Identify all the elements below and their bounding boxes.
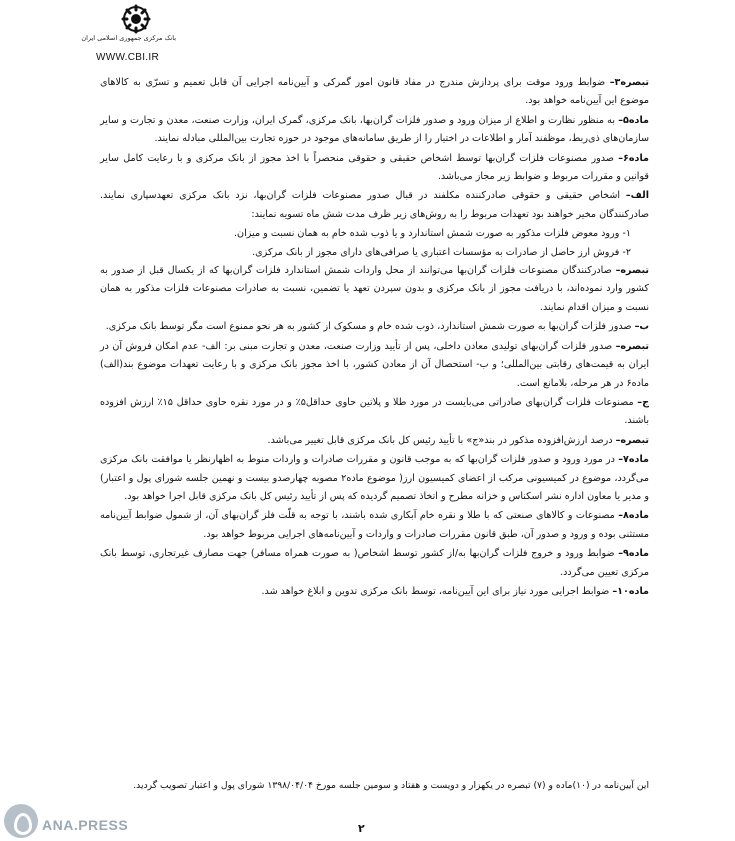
paragraph-text: صادرکنندگان مصنوعات فلزات گران‌بها می‌توانند از محل واردات شمش استاندارد فلزات گران‌بها که از یکسال قبل از صدور به کشور وارد نموده‌اند، با دریافت مجوز از بانک مرکزی و بدون سپردن تعهد یا تضمین، نسبت به صادرات مصنوعات فلزات مذکور به همان نسبت و میزان اقدام نمایند.	[100, 265, 649, 313]
paragraph	[100, 112, 649, 149]
paragraph	[100, 432, 649, 450]
paragraph-text: در مورد ورود و صدور فلزات گران‌بها که به موجب قانون و مقررات صادرات و واردات منوط به اظهارنظر یا موافقت بانک مرکزی می‌گردد، موضوع در کمیسیونی مرکب از اعضای کمیسیون ارز( موضوع ماده۲ مصوبه چهارصدو بیست و نهمین جلسه شورای پول و اعتبار) و مدیر یا معاون اداره نشر اسکناس و خزانه مطرح و اتخاذ تصمیم گردیده که پس از تأیید رئیس کل بانک مرکزی قابل اجرا خواهد بود.	[100, 454, 650, 502]
paragraph-label: ماده۶–	[618, 152, 649, 164]
paragraph-text: به منظور نظارت و اطلاع از میزان ورود و صدور فلزات گران‌بها، بانک مرکزی، گمرک ایران، وزارت صنعت، معدن و تجارت و سایر سازمان‌های ذی‌ربط، موظفند آمار و اطلاعات در اختیار را از طریق سامانه‌های موجود در حوزه تجارت بین‌المللی مبادله نمایند.	[100, 114, 649, 145]
paragraph-label: ماده۷–	[618, 454, 649, 466]
paragraph	[100, 74, 649, 111]
paragraph	[100, 545, 649, 582]
paragraph-label: الف–	[625, 190, 649, 202]
paragraph-text: ضوابط ورود و خروج فلزات گران‌بها به/از کشور توسط اشخاص( به صورت همراه مسافر) جهت مصارف غیرتجاری، توسط بانک مرکزی تعیین می‌گردد.	[100, 548, 649, 578]
paragraph-label: ج–	[637, 396, 649, 408]
paragraph-label: ماده۹–	[618, 548, 649, 560]
paragraph-label: تبصره۳–	[609, 77, 649, 88]
paragraph	[100, 187, 649, 224]
paragraph-text: مصنوعات و کالاهای صنعتی که با طلا و نقره خام آبکاری شده باشند، با توجه به قلّت فلز گران‌بهای آن، از شمول ضوابط آیین‌نامه مستثنی بوده و ورود و صدور آن، طبق قانون مقررات صادرات و واردات و آیین‌نامه‌های اجرایی مربوط خواهد بود.	[100, 510, 649, 540]
paragraph	[100, 338, 649, 393]
paragraph-text: ضوابط اجرایی مورد نیاز برای این آیین‌نامه، توسط بانک مرکزی تدوین و ابلاغ خواهد شد.	[261, 585, 613, 597]
paragraph-text: صدور فلزات گران‌بها به صورت شمش استاندارد، ذوب شده خام و مسکوک از کشور به هر نحو ممنوع است مگر توسط بانک مرکزی.	[105, 321, 635, 333]
paragraph-label: ب–	[634, 321, 649, 333]
paragraph-label: ماده۱۰–	[612, 585, 649, 597]
paragraph-label: ماده۵–	[618, 114, 649, 126]
paragraph-label: تبصره–	[615, 265, 649, 277]
watermark-text: ANA.PRESS	[42, 817, 129, 833]
paragraph-label: تبصره–	[615, 434, 649, 446]
paragraph	[100, 451, 649, 506]
paragraph-text: صدور فلزات گران‌بهای تولیدی معادن داخلی، پس از تأیید وزارت صنعت، معدن و تجارت مبنی بر: الف- عدم امکان فروش آن در ایران به قیمت‌های رقابتی بین‌المللی؛ و ب- استحصال آن از معادن کشور، با اخذ مجوز بانک مرکزی و با رعایت تعهدات موضوع بند(الف) ماده۶ در هر مرحله، بلامانع است.	[100, 340, 649, 389]
paragraph-text: ضوابط ورود موقت برای پردازش مندرج در مفاد قانون امور گمرکی و آیین‌نامه اجرایی آن قابل تعمیم و تسرّی به کالاهای موضوع این آیین‌نامه خواهد بود.	[100, 77, 649, 107]
paragraph	[100, 507, 649, 544]
paragraph	[100, 318, 649, 336]
paragraph	[100, 394, 649, 431]
list-item: ۱- ورود معوض فلزات مذکور به صورت شمش استاندارد و یا ذوب شده خام به همان نسبت و میزان.	[234, 228, 631, 240]
page-number: ۲	[358, 822, 365, 835]
paragraph	[100, 583, 649, 601]
approval-footnote: این آیین‌نامه در (۱۰)ماده و (۷) تبصره در یکهزار و دویست و هفتاد و سومین جلسه مورخ ۱۳۹۸/۰۴/۰۴ شورای پول و اعتبار تصویب گردید.	[133, 780, 649, 791]
paragraph-text: اشخاص حقیقی و حقوقی صادرکننده مکلفند در قبال صدور مصنوعات فلزات گران‌بها، نزد بانک مرکزی تعهدسپاری نمایند. صادرکنندگان مخیر خواهند بود تعهدات مربوط را به روش‌های زیر ظرف مدت شش ماه تسویه نمایند:	[100, 190, 649, 220]
paragraph-label: تبصره–	[615, 340, 649, 352]
paragraph-label: ماده۸–	[618, 510, 649, 522]
document-body	[100, 74, 649, 602]
logo-caption: بانک مرکزی جمهوری اسلامی ایران	[81, 34, 176, 42]
paragraph	[100, 150, 649, 187]
cbi-logo	[81, 4, 176, 50]
site-url: WWW.CBI.IR	[96, 52, 159, 63]
paragraph-text: درصد ارزش‌افزوده مذکور در بند«ج» با تأیید رئیس کل بانک مرکزی قابل تغییر می‌باشد.	[267, 434, 616, 446]
paragraph	[100, 262, 649, 317]
list-item: ۲- فروش ارز حاصل از صادرات به مؤسسات اعتباری یا صرافی‌های دارای مجوز از بانک مرکزی.	[252, 246, 631, 258]
ana-logo-icon	[4, 804, 38, 838]
paragraph-text: صدور مصنوعات فلزات گران‌بها توسط اشخاص حقیقی و حقوقی منحصراً با اخذ مجوز از بانک مرکزی و با رعایت کامل سایر قوانین و مقررات مربوط و ضوابط زیر مجاز می‌باشد.	[100, 152, 649, 183]
cbi-emblem-icon	[119, 4, 153, 34]
ana-press-watermark	[4, 790, 164, 840]
paragraph-text: مصنوعات فلزات گران‌بهای صادراتی می‌بایست در مورد طلا و پلاتین حاوی حداقل۵٪ و در مورد نقره حاوی حداقل ۱۵٪ ارزش افزوده باشند.	[100, 396, 649, 427]
